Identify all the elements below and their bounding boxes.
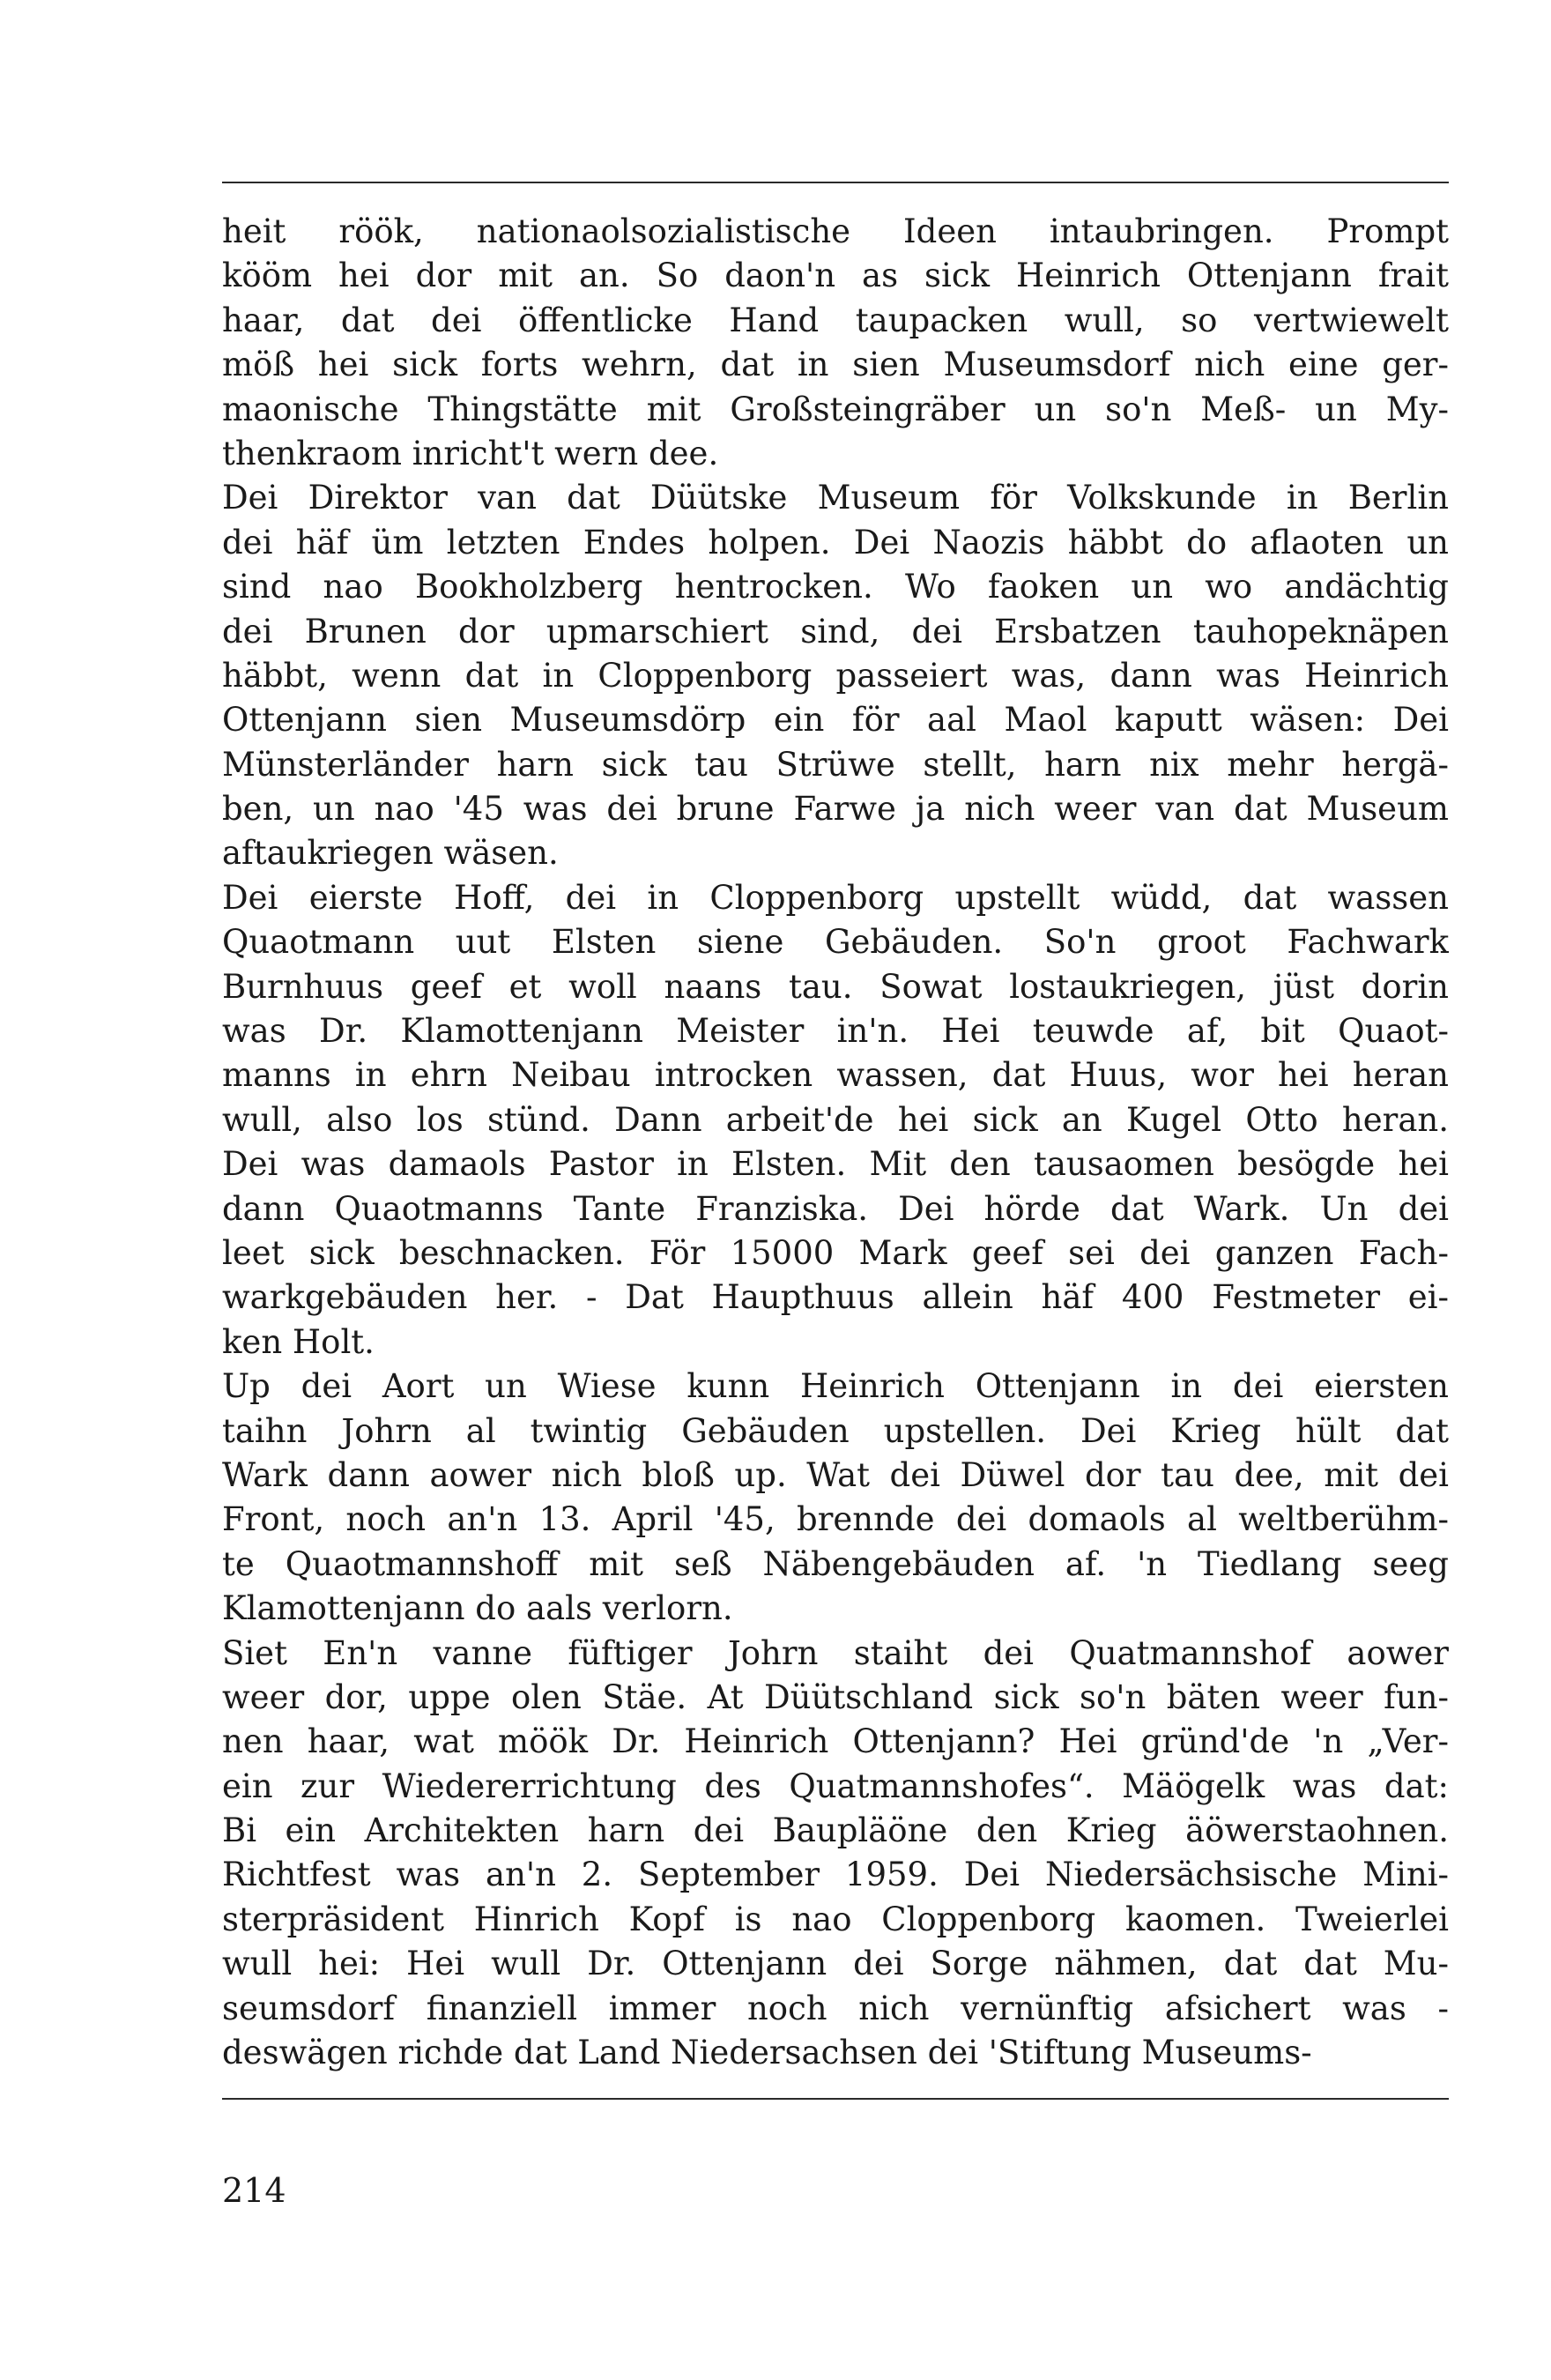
text-line: kööm hei dor mit an. So daon'n as sick Heinrich Ottenjann frait bbox=[222, 257, 1449, 295]
text-line: Up dei Aort un Wiese kunn Heinrich Ottenjann in dei eiersten bbox=[222, 1367, 1449, 1406]
text-line: ken Holt. bbox=[222, 1322, 375, 1361]
text-line: ein zur Wiedererrichtung des Quatmannshofes“. Mäögelk was dat: bbox=[222, 1766, 1449, 1805]
text-line: Dei eierste Hoff, dei in Cloppenborg upstellt wüdd, dat wassen bbox=[222, 878, 1449, 917]
text-line: manns in ehrn Neibau introcken wassen, dat Huus, wor hei heran bbox=[222, 1056, 1449, 1095]
text-line: häbbt, wenn dat in Cloppenborg passeiert was, dann was Heinrich bbox=[222, 656, 1449, 695]
text-line: Burnhuus geef et woll naans tau. Sowat lostaukriegen, jüst dorin bbox=[222, 967, 1449, 1006]
top-rule bbox=[222, 182, 1449, 183]
text-line: Ottenjann sien Museumsdörp ein för aal Maol kaputt wäsen: Dei bbox=[222, 701, 1449, 740]
text-line: Siet En'n vanne füftiger Johrn staiht dei Quatmannshof aower bbox=[222, 1633, 1449, 1672]
text-line: warkgebäuden her. - Dat Haupthuus allein häf 400 Festmeter ei- bbox=[222, 1278, 1449, 1317]
text-line: Quaotmann uut Elsten siene Gebäuden. So'n groot Fachwark bbox=[222, 923, 1449, 962]
text-line: heit röök, nationaolsozialistische Ideen intaubringen. Prompt bbox=[222, 212, 1449, 250]
text-line: ben, un nao '45 was dei brune Farwe ja nich weer van dat Museum bbox=[222, 790, 1449, 829]
text-line: dei Brunen dor upmarschiert sind, dei Ersbatzen tauhopeknäpen bbox=[222, 612, 1449, 651]
text-line: taihn Johrn al twintig Gebäuden upstellen. Dei Krieg hült dat bbox=[222, 1411, 1449, 1450]
text-line: maonische Thingstätte mit Großsteingräber un so'n Meß- un My- bbox=[222, 390, 1449, 428]
text-line: Wark dann aower nich bloß up. Wat dei Düwel dor tau dee, mit dei bbox=[222, 1455, 1449, 1494]
page-body-text bbox=[222, 210, 1449, 2075]
text-line: möß hei sick forts wehrn, dat in sien Museumsdorf nich eine ger- bbox=[222, 346, 1449, 384]
text-line: nen haar, wat möök Dr. Heinrich Ottenjann? Hei gründ'de 'n „Ver- bbox=[222, 1722, 1449, 1761]
text-line: Dei Direktor van dat Düütske Museum för Volkskunde in Berlin bbox=[222, 479, 1449, 517]
text-line: Münsterländer harn sick tau Strüwe stellt, harn nix mehr hergä- bbox=[222, 745, 1449, 784]
text-line: deswägen richde dat Land Niedersachsen dei 'Stiftung Museums- bbox=[222, 2034, 1312, 2072]
page-number: 214 bbox=[222, 2171, 286, 2210]
text-line: thenkraom inricht't wern dee. bbox=[222, 434, 719, 472]
text-line: Richtfest was an'n 2. September 1959. Dei Niedersächsische Mini- bbox=[222, 1856, 1449, 1894]
text-line: Klamottenjann do aals verlorn. bbox=[222, 1589, 733, 1628]
bottom-rule bbox=[222, 2098, 1449, 2100]
text-line: dei häf üm letzten Endes holpen. Dei Naozis häbbt do aflaoten un bbox=[222, 523, 1449, 562]
text-line: sterpräsident Hinrich Kopf is nao Cloppenborg kaomen. Tweierlei bbox=[222, 1900, 1449, 1938]
text-line: sind nao Bookholzberg hentrocken. Wo faoken un wo andächtig bbox=[222, 568, 1449, 606]
text-line: dann Quaotmanns Tante Franziska. Dei hörde dat Wark. Un dei bbox=[222, 1189, 1449, 1228]
text-line: haar, dat dei öffentlicke Hand taupacken wull, so vertwiewelt bbox=[222, 301, 1449, 339]
text-line: Front, noch an'n 13. April '45, brennde dei domaols al weltberühm- bbox=[222, 1500, 1449, 1539]
text-line: Dei was damaols Pastor in Elsten. Mit den tausaomen besögde hei bbox=[222, 1145, 1449, 1184]
text-line: aftaukriegen wäsen. bbox=[222, 834, 559, 873]
text-line: te Quaotmannshoff mit seß Näbengebäuden af. 'n Tiedlang seeg bbox=[222, 1544, 1449, 1583]
text-line: wull hei: Hei wull Dr. Ottenjann dei Sorge nähmen, dat dat Mu- bbox=[222, 1945, 1449, 1983]
text-line: Bi ein Architekten harn dei Baupläöne den Krieg äöwerstaohnen. bbox=[222, 1811, 1449, 1850]
text-line: seumsdorf finanziell immer noch nich vernünftig afsichert was - bbox=[222, 1989, 1449, 2027]
text-line: leet sick beschnacken. För 15000 Mark geef sei dei ganzen Fach- bbox=[222, 1233, 1449, 1272]
text-line: was Dr. Klamottenjann Meister in'n. Hei teuwde af, bit Quaot- bbox=[222, 1012, 1449, 1051]
text-line: wull, also los stünd. Dann arbeit'de hei sick an Kugel Otto heran. bbox=[222, 1100, 1449, 1139]
text-line: weer dor, uppe olen Stäe. At Düütschland sick so'n bäten weer fun- bbox=[222, 1677, 1449, 1716]
